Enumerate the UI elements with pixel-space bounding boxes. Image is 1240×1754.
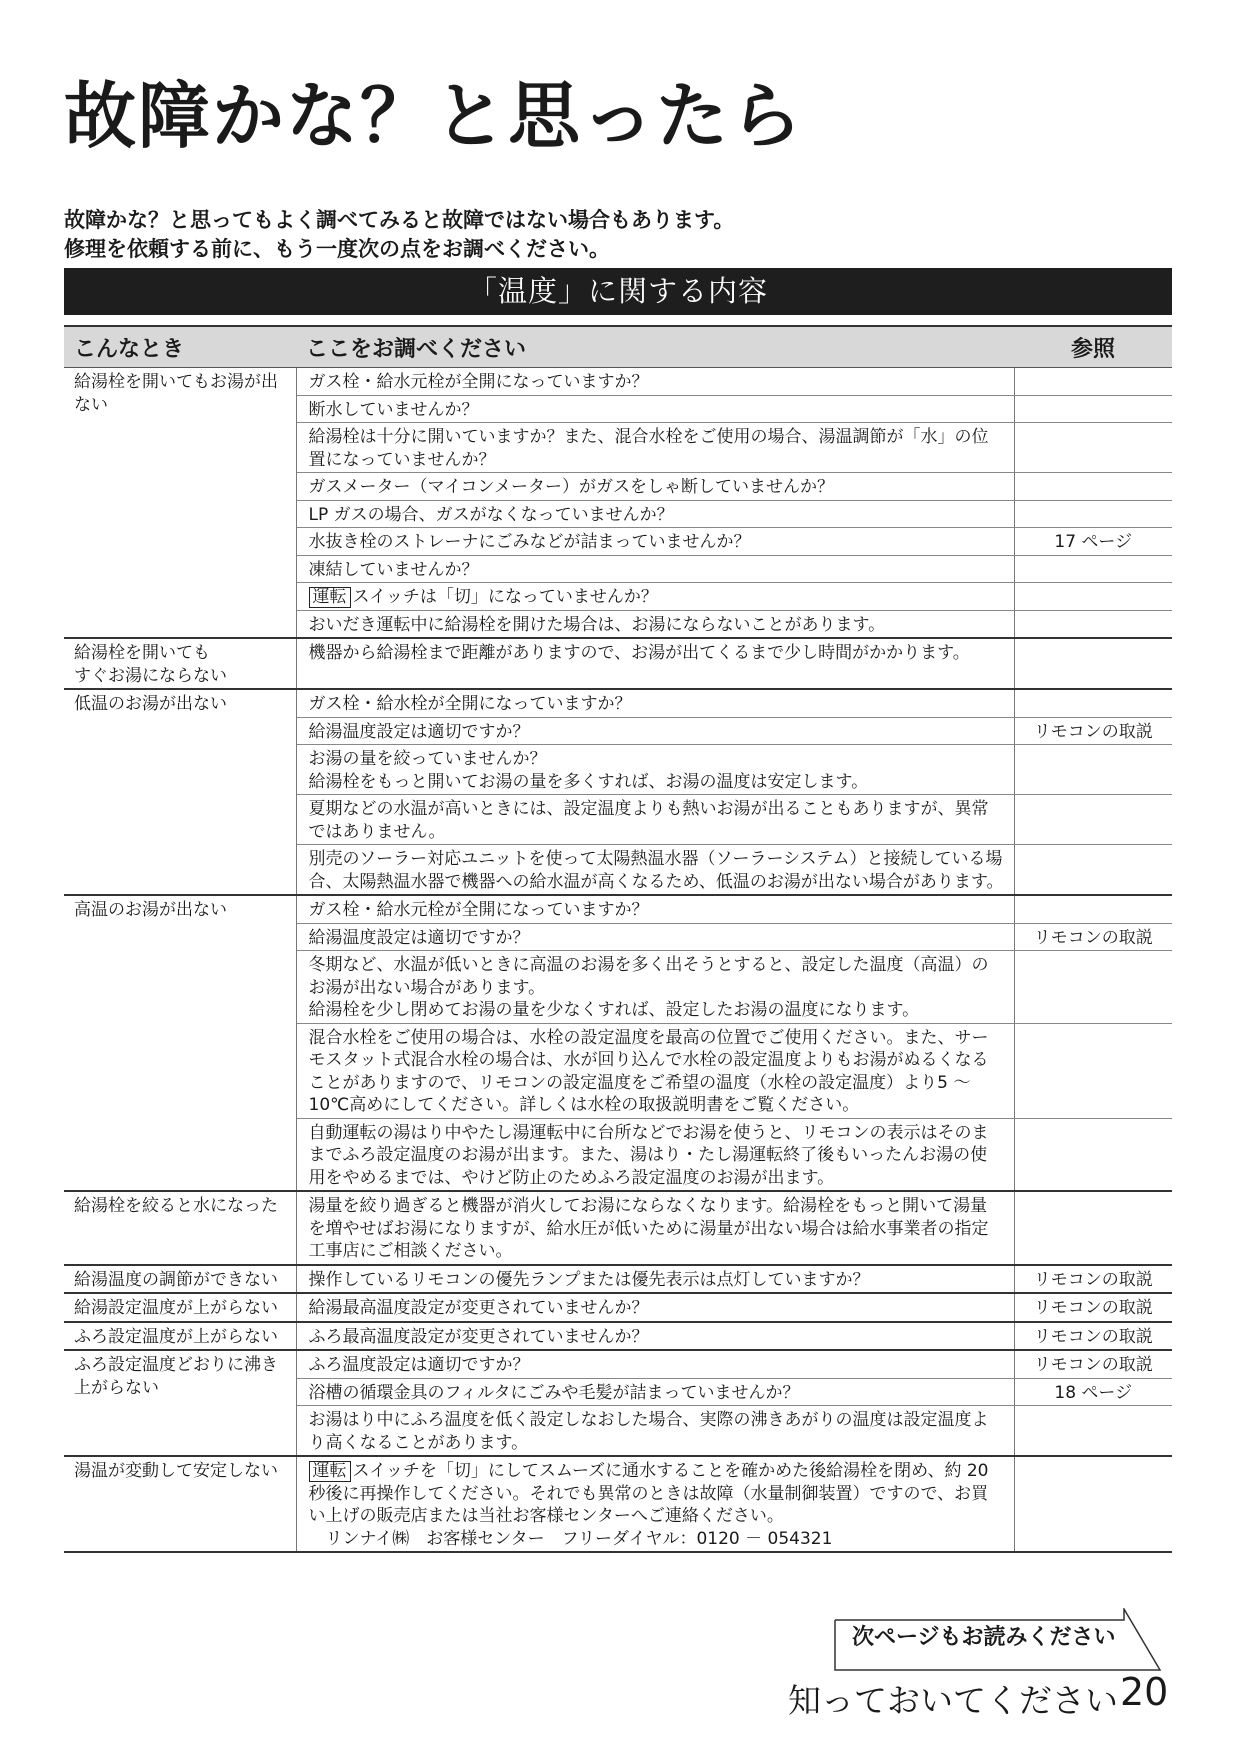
column-header-check: ここをお調べください <box>296 326 1014 368</box>
reference-cell <box>1014 555 1172 583</box>
reference-cell <box>1014 395 1172 423</box>
intro-text <box>64 206 734 264</box>
check-cell: 冬期など、水温が低いときに高温のお湯を多く出そうとすると、設定した温度（高温）のお湯が出ない場合があります。 給湯栓を少し閉めてお湯の量を少なくすれば、設定したお湯の温度になります。 <box>296 951 1014 1024</box>
reference-cell <box>1014 951 1172 1024</box>
table-row <box>64 1456 1172 1552</box>
check-cell: 運転 スイッチを「切」にしてスムーズに通水することを確かめた後給湯栓を閉め、約 20 秒後に再操作してください。それでも異常のときは故障（水量制御装置）ですので、お買い上げの販売店または当社お客様センターへご連絡ください。 リンナイ㈱ お客様センター フリーダイヤル：0120 － 054321 <box>296 1456 1014 1552</box>
reference-cell: リモコンの取説 <box>1014 923 1172 951</box>
troubleshooting-table <box>64 325 1172 1553</box>
reference-cell <box>1014 423 1172 473</box>
reference-cell <box>1014 689 1172 717</box>
symptom-cell: 給湯栓を開いてもお湯が出ない <box>64 368 296 639</box>
reference-cell: リモコンの取説 <box>1014 1322 1172 1351</box>
table-row <box>64 1191 1172 1265</box>
reference-cell <box>1014 473 1172 501</box>
reference-cell: リモコンの取説 <box>1014 717 1172 745</box>
reference-cell <box>1014 1406 1172 1457</box>
check-cell: ガス栓・給水栓が全開になっていますか？ <box>296 689 1014 717</box>
check-cell: LP ガスの場合、ガスがなくなっていませんか？ <box>296 500 1014 528</box>
reference-cell <box>1014 368 1172 396</box>
table-row <box>64 1350 1172 1378</box>
next-page-text: 次ページもお読みください <box>852 1625 1116 1650</box>
table-row <box>64 368 1172 396</box>
table-row <box>64 689 1172 717</box>
check-cell: 給湯温度設定は適切ですか？ <box>296 717 1014 745</box>
reference-cell: リモコンの取説 <box>1014 1350 1172 1378</box>
check-cell: ふろ最高温度設定が変更されていませんか？ <box>296 1322 1014 1351</box>
table-row <box>64 638 1172 689</box>
check-cell: 湯量を絞り過ぎると機器が消火してお湯にならなくなります。給湯栓をもっと開いて湯量を増やせばお湯になりますが、給水圧が低いために湯量が出ない場合は給水事業者の指定工事店にご相談ください。 <box>296 1191 1014 1265</box>
check-cell: ガスメーター（マイコンメーター）がガスをしゃ断していませんか？ <box>296 473 1014 501</box>
check-cell: 給湯最高温度設定が変更されていませんか？ <box>296 1293 1014 1322</box>
check-cell: 凍結していませんか？ <box>296 555 1014 583</box>
check-cell: 浴槽の循環金具のフィルタにごみや毛髪が詰まっていませんか？ <box>296 1378 1014 1406</box>
operation-key-label: 運転 <box>309 1461 351 1482</box>
check-cell: 給湯温度設定は適切ですか？ <box>296 923 1014 951</box>
reference-cell: 17 ページ <box>1014 528 1172 556</box>
reference-cell: リモコンの取説 <box>1014 1265 1172 1294</box>
check-cell: 水抜き栓のストレーナにごみなどが詰まっていませんか？ <box>296 528 1014 556</box>
symptom-cell: 給湯栓を開いても すぐお湯にならない <box>64 638 296 689</box>
reference-cell <box>1014 1023 1172 1118</box>
reference-cell <box>1014 845 1172 896</box>
intro-line-2: 修理を依頼する前に、もう一度次の点をお調べください。 <box>64 237 610 261</box>
reference-cell <box>1014 583 1172 611</box>
reference-cell <box>1014 500 1172 528</box>
reference-cell <box>1014 610 1172 638</box>
check-cell: 断水していませんか？ <box>296 395 1014 423</box>
reference-cell <box>1014 895 1172 923</box>
check-cell: 夏期などの水温が高いときには、設定温度よりも熱いお湯が出ることもありますが、異常ではありません。 <box>296 795 1014 845</box>
reference-cell: リモコンの取説 <box>1014 1293 1172 1322</box>
symptom-cell: 給湯栓を絞ると水になった <box>64 1191 296 1265</box>
table-row <box>64 895 1172 923</box>
symptom-cell: 給湯温度の調節ができない <box>64 1265 296 1294</box>
check-cell: ガス栓・給水元栓が全開になっていますか？ <box>296 368 1014 396</box>
table-row <box>64 1265 1172 1294</box>
section-title: 「温度」に関する内容 <box>64 268 1172 315</box>
intro-line-1: 故障かな？と思ってもよく調べてみると故障ではない場合もあります。 <box>64 208 735 232</box>
symptom-cell: ふろ設定温度どおりに沸き上がらない <box>64 1350 296 1456</box>
operation-key-label: 運転 <box>309 587 351 608</box>
page-number: 20 <box>1120 1670 1169 1714</box>
symptom-cell: 高温のお湯が出ない <box>64 895 296 1191</box>
symptom-cell: ふろ設定温度が上がらない <box>64 1322 296 1351</box>
reference-cell <box>1014 1191 1172 1265</box>
check-cell: 給湯栓は十分に開いていますか？また、混合水栓をご使用の場合、湯温調節が「水」の位置になっていませんか？ <box>296 423 1014 473</box>
check-cell: 別売のソーラー対応ユニットを使って太陽熱温水器（ソーラーシステム）と接続している場合、太陽熱温水器で機器への給水温が高くなるため、低温のお湯が出ない場合があります。 <box>296 845 1014 896</box>
symptom-cell: 給湯設定温度が上がらない <box>64 1293 296 1322</box>
symptom-cell: 湯温が変動して安定しない <box>64 1456 296 1552</box>
column-header-when: こんなとき <box>64 326 296 368</box>
check-cell: 運転 スイッチは「切」になっていませんか？ <box>296 583 1014 611</box>
reference-cell <box>1014 745 1172 795</box>
symptom-cell: 低温のお湯が出ない <box>64 689 296 895</box>
footer-section-title: 知っておいてください <box>788 1681 1118 1720</box>
check-cell: 自動運転の湯はり中やたし湯運転中に台所などでお湯を使うと、リモコンの表示はそのままでふろ設定温度のお湯が出ます。また、湯はり・たし湯運転終了後もいったんお湯の使用をやめるまでは、やけど防止のためふろ設定温度のお湯が出ます。 <box>296 1118 1014 1191</box>
table-row <box>64 1293 1172 1322</box>
table-header-row <box>64 326 1172 368</box>
reference-cell <box>1014 638 1172 689</box>
reference-cell: 18 ページ <box>1014 1378 1172 1406</box>
reference-cell <box>1014 1118 1172 1191</box>
reference-cell <box>1014 1456 1172 1552</box>
check-cell: ふろ温度設定は適切ですか？ <box>296 1350 1014 1378</box>
reference-cell <box>1014 795 1172 845</box>
check-cell: 混合水栓をご使用の場合は、水栓の設定温度を最高の位置でご使用ください。また、サーモスタット式混合水栓の場合は、水が回り込んで水栓の設定温度よりもお湯がぬるくなることがありますので、リモコンの設定温度をご希望の温度（水栓の設定温度）より5 ～10℃高めにしてください。詳しくは水栓の取扱説明書をご覧ください。 <box>296 1023 1014 1118</box>
next-page-notice <box>834 1608 1164 1672</box>
check-cell: ガス栓・給水元栓が全開になっていますか？ <box>296 895 1014 923</box>
column-header-reference: 参照 <box>1014 326 1172 368</box>
check-cell: お湯の量を絞っていませんか？ 給湯栓をもっと開いてお湯の量を多くすれば、お湯の温度は安定します。 <box>296 745 1014 795</box>
check-cell: お湯はり中にふろ温度を低く設定しなおした場合、実際の沸きあがりの温度は設定温度より高くなることがあります。 <box>296 1406 1014 1457</box>
check-cell: おいだき運転中に給湯栓を開けた場合は、お湯にならないことがあります。 <box>296 610 1014 638</box>
table-row <box>64 1322 1172 1351</box>
check-cell: 機器から給湯栓まで距離がありますので、お湯が出てくるまで少し時間がかかります。 <box>296 638 1014 689</box>
table-body <box>64 368 1172 1553</box>
check-cell: 操作しているリモコンの優先ランプまたは優先表示は点灯していますか？ <box>296 1265 1014 1294</box>
page-title: 故障かな？と思ったら <box>64 74 805 158</box>
